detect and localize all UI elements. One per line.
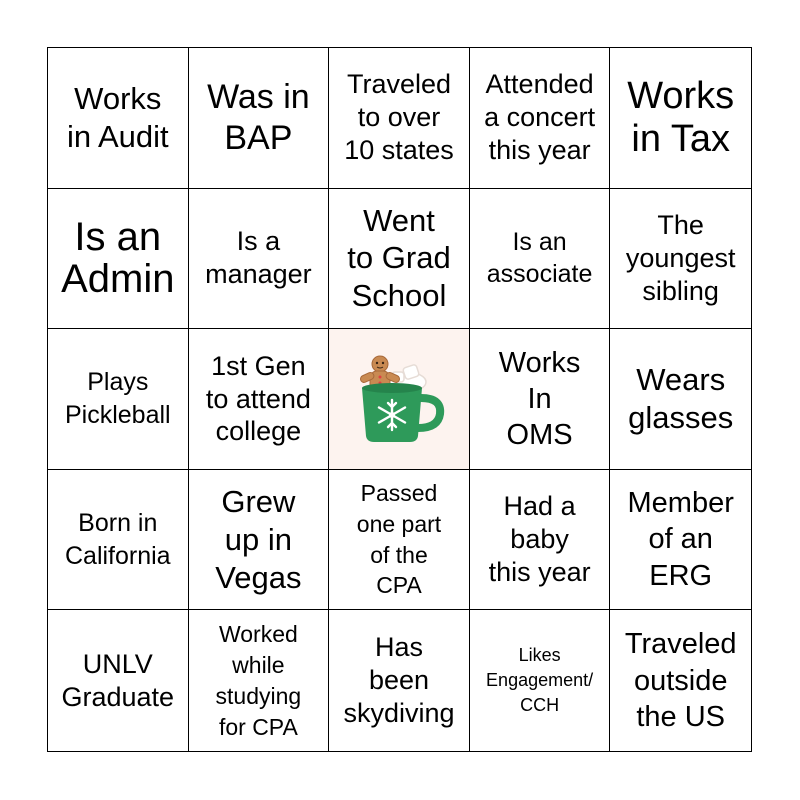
cell-text: Wears glasses bbox=[628, 362, 734, 435]
cell-text: Is an associate bbox=[486, 227, 593, 289]
cell-text: Traveled to over 10 states bbox=[344, 69, 454, 166]
bingo-cell-8[interactable] bbox=[329, 189, 470, 330]
cell-text: Is a manager bbox=[205, 226, 312, 290]
bingo-cell-23[interactable] bbox=[329, 610, 470, 751]
free-space[interactable] bbox=[329, 329, 470, 470]
cell-text: Works In OMS bbox=[498, 346, 581, 452]
bingo-cell-20[interactable] bbox=[610, 470, 751, 611]
bingo-cell-10[interactable] bbox=[610, 189, 751, 330]
bingo-cell-24[interactable] bbox=[470, 610, 611, 751]
bingo-cell-16[interactable] bbox=[48, 470, 189, 611]
bingo-cell-1[interactable] bbox=[48, 48, 189, 189]
bingo-cell-19[interactable] bbox=[470, 470, 611, 611]
bingo-cell-11[interactable] bbox=[48, 329, 189, 470]
bingo-cell-2[interactable] bbox=[189, 48, 330, 189]
cell-text: Passed one part of the CPA bbox=[356, 479, 442, 599]
cell-text: Likes Engagement/ CCH bbox=[486, 645, 594, 716]
bingo-cell-4[interactable] bbox=[470, 48, 611, 189]
cell-text: Plays Pickleball bbox=[64, 368, 171, 429]
cell-text: Went to Grad School bbox=[347, 202, 451, 314]
cell-text: Is an Admin bbox=[61, 215, 175, 302]
cell-text: Grew up in Vegas bbox=[215, 483, 302, 595]
bingo-board bbox=[47, 47, 752, 752]
bingo-cell-5[interactable] bbox=[610, 48, 751, 189]
bingo-cell-3[interactable] bbox=[329, 48, 470, 189]
cell-text: Works in Tax bbox=[627, 75, 735, 160]
bingo-cell-6[interactable] bbox=[48, 189, 189, 330]
bingo-cell-18[interactable] bbox=[329, 470, 470, 611]
bingo-cell-21[interactable] bbox=[48, 610, 189, 751]
cell-text: The youngest sibling bbox=[625, 209, 736, 306]
cell-text: Has been skydiving bbox=[343, 632, 455, 729]
cell-text: Had a baby this year bbox=[488, 491, 591, 588]
bingo-cell-17[interactable] bbox=[189, 470, 330, 611]
cell-text: Traveled outside the US bbox=[624, 628, 737, 733]
cell-text: 1st Gen to attend college bbox=[205, 350, 311, 447]
cell-text: Worked while studying for CPA bbox=[215, 621, 302, 740]
bingo-cell-22[interactable] bbox=[189, 610, 330, 751]
bingo-cell-7[interactable] bbox=[189, 189, 330, 330]
cell-text: Works in Audit bbox=[66, 80, 169, 154]
bingo-cell-25[interactable] bbox=[610, 610, 751, 751]
hot-cocoa-mug-gingerbread-icon bbox=[344, 344, 454, 454]
cell-text: Member of an ERG bbox=[627, 487, 734, 592]
bingo-cell-15[interactable] bbox=[610, 329, 751, 470]
cell-text: Attended a concert this year bbox=[484, 69, 596, 166]
bingo-cell-12[interactable] bbox=[189, 329, 330, 470]
cell-text: Born in California bbox=[64, 509, 171, 570]
bingo-cell-14[interactable] bbox=[470, 329, 611, 470]
cell-text: UNLV Graduate bbox=[61, 648, 175, 712]
cell-text: Was in BAP bbox=[207, 78, 310, 157]
bingo-cell-9[interactable] bbox=[470, 189, 611, 330]
